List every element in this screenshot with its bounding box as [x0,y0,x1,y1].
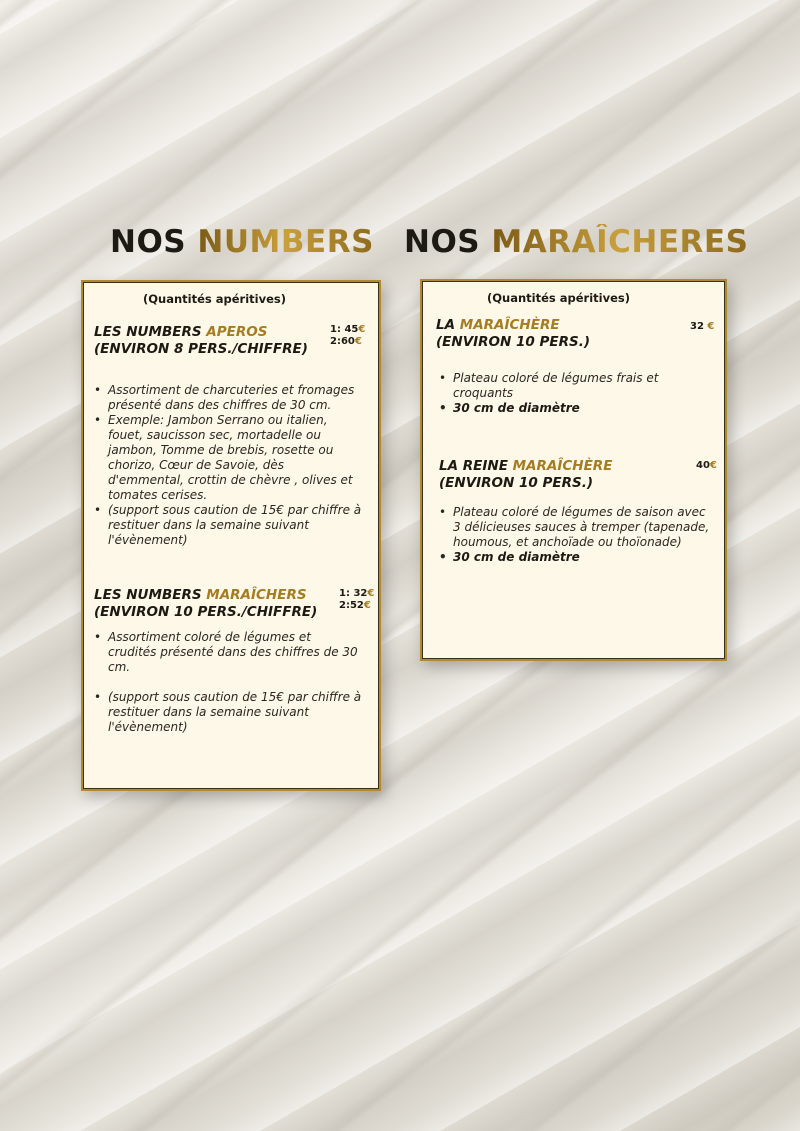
item-title-gold: MARAÎCHÈRE [512,458,613,474]
euro-sign: € [358,324,366,335]
item-title-part: LA [436,317,460,333]
list-item: • 30 cm de diamètre [439,401,707,416]
euro-sign: € [709,460,717,471]
reine-maraichere-list [439,505,711,565]
euro-sign: € [367,588,375,599]
euro-sign: € [363,600,371,611]
item-title-part: LES NUMBERS [94,324,207,340]
quantity-note: (Quantités apéritives) [143,292,286,306]
quantity-note: (Quantités apéritives) [487,291,630,305]
price-2: 2:52 [339,600,364,611]
list-item: • (support sous caution de 15€ par chiffre à restituer dans la semaine suivant l'évènement) [94,690,362,735]
numbers-card [81,280,381,791]
list-item: • 30 cm de diamètre [439,550,711,565]
title-right-gold: MARAÎCHERES [491,224,749,260]
numbers-aperos-list [94,383,362,548]
price-reine-maraichere [696,460,717,472]
item-title-servings: (ENVIRON 10 PERS.) [436,334,591,350]
list-item: • (support sous caution de 15€ par chiffre à restituer dans la semaine suivant l'évènement) [94,503,362,548]
maraicheres-card [420,279,727,661]
item-title-servings: (ENVIRON 10 PERS./CHIFFRE) [94,604,318,620]
euro-sign: € [707,321,715,332]
item-title-servings: (ENVIRON 10 PERS.) [439,475,594,491]
item-title-gold: APEROS [206,324,268,340]
item-title-la-maraichere [436,317,590,351]
item-title-part: LA REINE [439,458,513,474]
price-1: 1: 32 [339,588,368,599]
price-numbers-aperos [330,324,365,348]
title-right-dark: NOS [404,224,492,260]
price-value: 32 [690,321,708,332]
price-la-maraichere [690,321,714,333]
list-item: • Exemple: Jambon Serrano ou italien, fouet, saucisson sec, mortadelle ou jambon, Tomme de brebis, rosette ou chorizo, Cœur de Savoie, dès d'emmental, crottin de chèvre , olives et tomates cerises. [94,413,362,503]
maraicheres-section-title [404,224,748,264]
list-item: • Assortiment coloré de légumes et crudités présenté dans des chiffres de 30 cm. [94,630,362,675]
title-left-dark: NOS [110,224,198,260]
list-item: • Assortiment de charcuteries et fromages présenté dans des chiffres de 30 cm. [94,383,362,413]
title-left-gold: NUMBERS [197,224,374,260]
item-title-numbers-maraichers [94,587,317,621]
price-numbers-maraichers [339,588,374,612]
euro-sign: € [354,336,362,347]
price-value: 40 [696,460,710,471]
list-item: • Plateau coloré de légumes de saison avec 3 délicieuses sauces à tremper (tapenade, houmous, et anchoïade ou thoïonade) [439,505,711,550]
numbers-section-title [110,224,374,264]
item-title-servings: (ENVIRON 8 PERS./CHIFFRE) [94,341,308,357]
item-title-gold: MARAÎCHERS [206,587,307,603]
list-item: • Plateau coloré de légumes frais et croquants [439,371,707,401]
price-1: 1: 45 [330,324,359,335]
item-title-part: LES NUMBERS [94,587,207,603]
la-maraichere-list [439,371,707,416]
price-2: 2:60 [330,336,355,347]
item-title-gold: MARAÎCHÈRE [459,317,560,333]
item-title-reine-maraichere [439,458,612,492]
item-title-numbers-aperos [94,324,308,358]
numbers-maraichers-list [94,630,362,735]
